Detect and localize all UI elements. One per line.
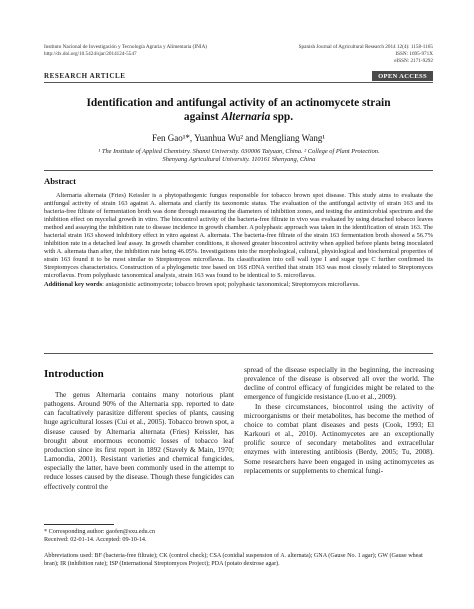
author-list: Fen Gao¹*, Yuanhua Wu² and Mengliang Wang¹ — [151, 133, 326, 143]
abstract-text: Alternaria alternata (Fries) Keissler is a phytopathogenic fungus responsible for tobacco brown spot disease. This study aims to evaluate the antifungal activity of strain 163 against A. alternata and clarify its taxonomic status. The evaluation of the antifungal activity of strain 163 and its bacteria-free filtrate of fermentation broth was done through measuring the diameters of inhibition zones, and testing the antimicrobial spectrum and the inhibition effect on mycelial growth in vitro. The biocontrol activity of the bacteria-free filtrate in vivo was evaluated by using detached tobacco leaves method and assaying the inhibition rate to disease incidence in growth chamber. A polyphasic approach was taken in the identification of strain 163. The bacterial strain 163 showed inhibitory effect in vitro against A. alternata. The bacteria-free filtrate of the strain 163 fermentation broth showed a 56.7% inhibition rate in a detached leaf assay. In growth chamber conditions, it showed greater biocontrol activity when applied before plants being inoculated with A. alternata than after, the inhibition rate being 46.05%. Investigations into the morphological, cultural, physiological and biochemical properties of strain 163 found it to be most similar to Streptomyces microflavus. Its classification into cell wall type I and sugar type C further confirmed its Streptomyces characteristics. Construction of a phylogenetic tree based on 16S rDNA verified that strain 163 was most closely related to Streptomyces microflavus. From polyphasic taxonomical analysis, strain 163 was found to be identical to S. microflavus. — [44, 192, 433, 280]
footnote-rule — [44, 524, 114, 525]
doi-link[interactable]: http://dx.doi.org/10.5424/sjar/2014124-5547 — [44, 50, 137, 57]
affiliation-2-cont: Shenyang Agricultural University. 110161 Shenyang, China — [162, 156, 316, 164]
intro-paragraph-2: In these circumstances, biocontrol using the activity of microorganisms or their metabolites, has become the method of choice to combat plant diseases and pests (Cook, 1993; El Karkouri et al., 2010). Actinomycetes are an exceptionally prolific source of secondary metabolites and extracellular enzymes with interesting antibiosis (Berdy, 2005; Tu, 2008). Some researchers have been engaged in using actinomycetes as replacements or supplements to chemical fungi- — [244, 402, 434, 475]
title-genus: Alternaria — [221, 111, 271, 123]
affiliation-2: ² College of Plant Protection. — [304, 148, 380, 155]
article-title — [44, 96, 433, 124]
affiliation-1: ¹ The Institute of Applied Chemistry. Shanxi University. 030006 Taiyuan, China. — [98, 148, 303, 155]
abstract-bottom-rule — [44, 353, 433, 354]
eissn: eISSN: 2171-9292 — [394, 57, 433, 64]
body-column-right — [244, 366, 434, 476]
abbreviations: Abbreviations used: BF (bacteria-free filtrate); CK (control check); CSA (conidial suspension of A. alternata); GNA (Gause No. 1 agar); GW (Gause wheat bran); IR (inhibition rate); ISP (International Streptomyces Project); PDA (potato dextrose agar). — [44, 553, 423, 567]
journal-publisher-info — [44, 44, 274, 58]
abstract-heading: Abstract — [44, 176, 76, 186]
section-label: RESEARCH ARTICLE — [44, 72, 126, 80]
corresponding-author: * Corresponding author: gaofen@sxu.edu.cn — [44, 528, 156, 535]
keywords — [44, 281, 433, 289]
journal-citation: Spanish Journal of Agricultural Research 2014 12(4): 1158-1165 — [298, 44, 433, 50]
publisher-name: Instituto Nacional de Investigación y Tecnología Agraria y Alimentaria (INIA) — [44, 44, 208, 50]
issn: ISSN: 1695-971X — [395, 50, 433, 57]
abstract-top-rule — [44, 170, 433, 171]
body-column-left — [44, 391, 234, 492]
footnotes — [44, 528, 155, 544]
intro-paragraph-1-cont: spread of the disease especially in the beginning, the increasing prevalence of the disease is observed all over the world. The decline of control efficacy of fungicides might be related to the emergence of fungicide resistance (Luo et al., 2009). — [244, 366, 434, 402]
header-rule — [44, 82, 433, 83]
title-line-1: Identification and antifungal activity of an actinomycete strain — [86, 97, 391, 109]
intro-paragraph-1: The genus Alternaria contains many notorious plant pathogens. Around 90% of the Alternaria spp. reported to date can facultatively parasitize different species of plants, causing huge agricultural losses (Cui et al., 2005). Tobacco brown spot, a disease caused by Alternaria alternata (Fries) Keissler, has brought about enormous economic losses of tobacco leaf production since its first report in 1892 (Stavely & Main, 1970; Lamondia, 2001). Resistant varieties and chemical fungicides, especially the latter, have been commonly used in the attempt to reduce losses caused by the disease. Though these fungicides can effectively control the — [44, 391, 234, 491]
abstract-body — [44, 192, 433, 289]
open-access-badge: OPEN ACCESS — [372, 71, 433, 81]
introduction-heading: Introduction — [44, 368, 104, 380]
affiliations — [60, 148, 418, 164]
title-line-2: against Alternaria spp. — [183, 111, 294, 123]
keywords-label: Additional key words — [44, 280, 103, 288]
journal-citation-info — [263, 44, 433, 64]
received-accepted-dates: Received: 02-01-14. Accepted: 09-10-14. — [44, 535, 147, 543]
keywords-list: : antagonistic actinomycete; tobacco brown spot; polyphasic taxonomical; Streptomyces microflavus. — [102, 280, 360, 288]
